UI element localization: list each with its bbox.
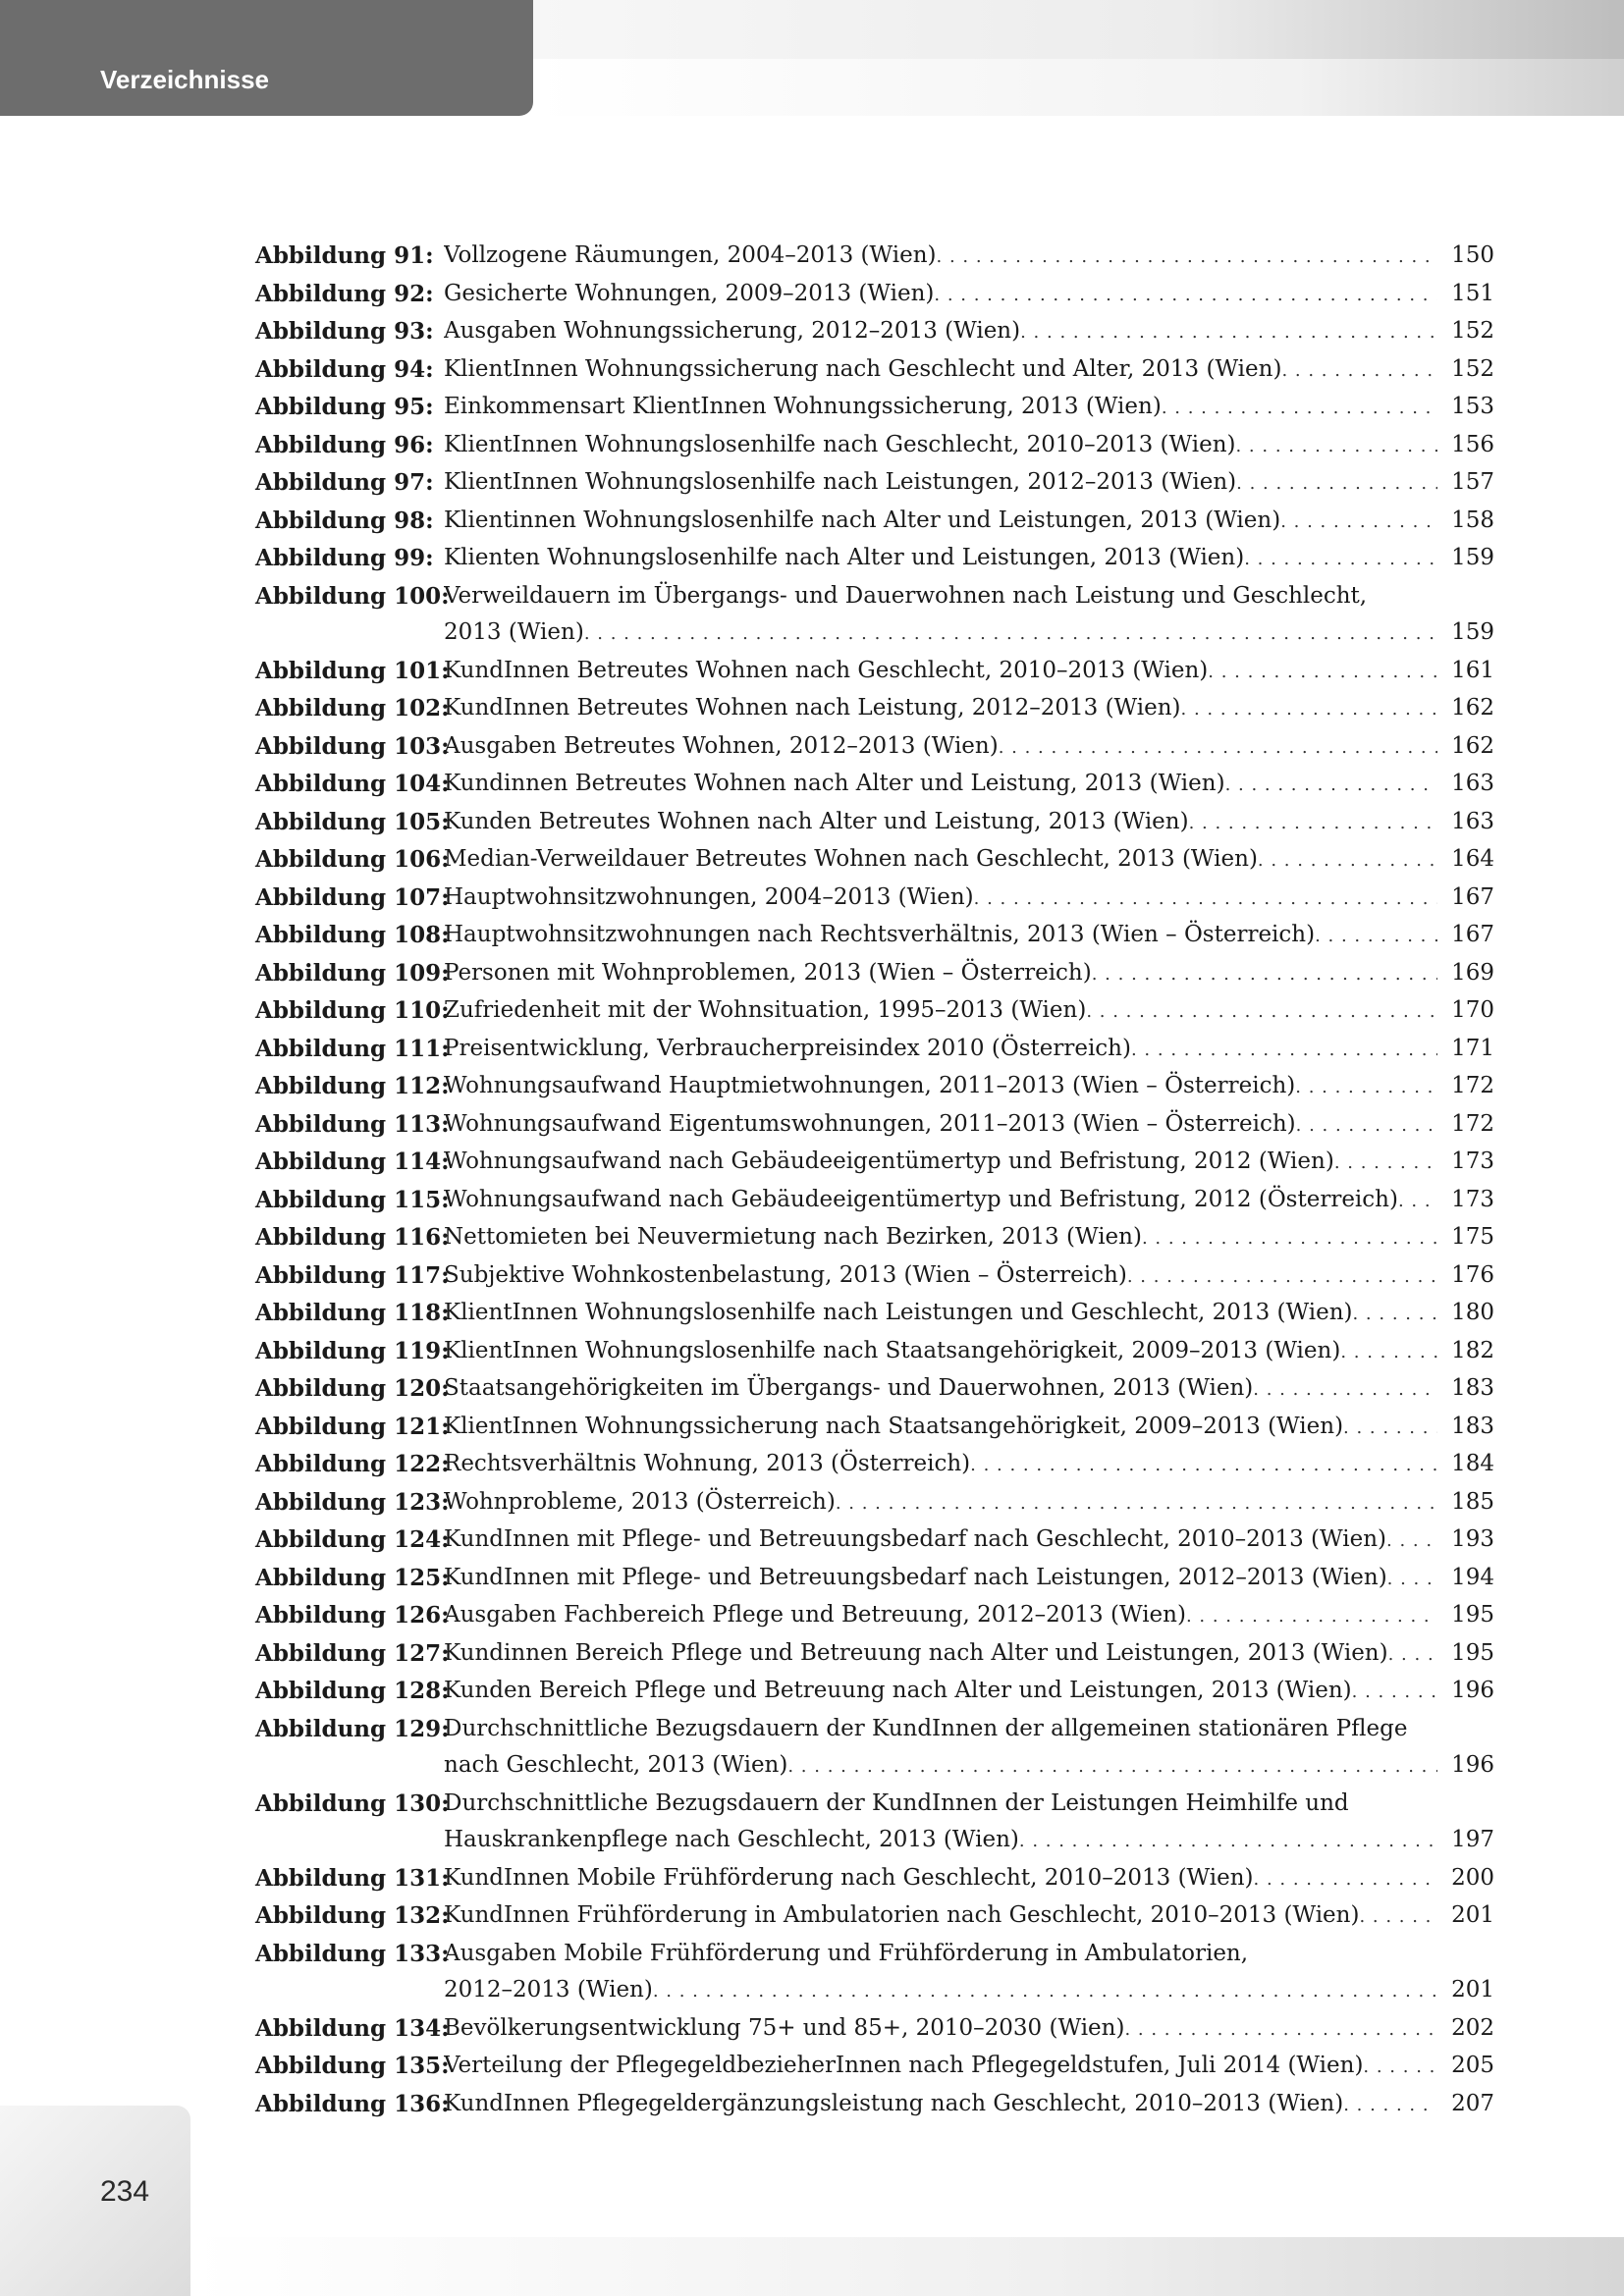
figure-number: Abbildung 113: [255, 1110, 450, 1138]
toc-entry[interactable] [255, 955, 1494, 993]
page-reference: 183 [1451, 1413, 1494, 1439]
toc-entry[interactable] [255, 728, 1494, 767]
figure-number: Abbildung 107: [255, 883, 450, 911]
dot-leader [1281, 352, 1437, 390]
page-reference: 157 [1451, 469, 1494, 495]
footer-gradient-strip [190, 2237, 1624, 2296]
dot-leader [1334, 1145, 1437, 1182]
page-reference: 152 [1451, 318, 1494, 344]
toc-entry[interactable] [255, 1295, 1494, 1333]
toc-entry[interactable] [255, 1673, 1494, 1711]
page-reference: 196 [1451, 1752, 1494, 1778]
toc-entry[interactable] [255, 1711, 1494, 1786]
figure-number: Abbildung 98: [255, 507, 434, 534]
figure-title: KundInnen mit Pflege- und Betreuungsbedarf nach Geschlecht, 2010–2013 (Wien) [444, 1526, 1386, 1552]
page-reference: 171 [1451, 1035, 1494, 1061]
page-reference: 202 [1451, 2014, 1494, 2041]
page-reference: 156 [1451, 431, 1494, 457]
dot-leader [1388, 1636, 1437, 1674]
dot-leader [1363, 2049, 1437, 2086]
figure-title: Rechtsverhältnis Wohnung, 2013 (Österreich) [444, 1451, 971, 1476]
toc-entry[interactable] [255, 1597, 1494, 1635]
figure-title: KundInnen Pflegegeldergänzungsleistung nach Geschlecht, 2010–2013 (Wien) [444, 2090, 1344, 2116]
page-reference: 194 [1451, 1564, 1494, 1590]
dot-leader [1092, 956, 1437, 993]
figure-number: Abbildung 126: [255, 1602, 450, 1629]
figure-number: Abbildung 114: [255, 1148, 450, 1175]
figure-title: Durchschnittliche Bezugsdauern der KundInnen der allgemeinen stationären Pflege [444, 1715, 1408, 1741]
figure-number: Abbildung 112: [255, 1073, 450, 1099]
figure-title: KundInnen Frühförderung in Ambulatorien nach Geschlecht, 2010–2013 (Wien) [444, 1902, 1360, 1928]
figure-title: Verweildauern im Übergangs- und Dauerwohnen nach Leistung und Geschlecht, [444, 582, 1368, 609]
page-reference: 200 [1451, 1864, 1494, 1891]
toc-entry[interactable] [255, 578, 1494, 653]
toc-entry[interactable] [255, 427, 1494, 465]
figure-number: Abbildung 101: [255, 657, 450, 684]
toc-entry[interactable] [255, 1522, 1494, 1560]
figure-number: Abbildung 117: [255, 1261, 450, 1289]
figure-title: Durchschnittliche Bezugsdauern der KundInnen der Leistungen Heimhilfe und [444, 1789, 1349, 1816]
section-header-tab [0, 0, 533, 116]
dot-leader [970, 1447, 1437, 1484]
dot-leader [934, 277, 1437, 314]
figure-title: Staatsangehörigkeiten im Übergangs- und Dauerwohnen, 2013 (Wien) [444, 1375, 1254, 1401]
page-reference: 173 [1451, 1148, 1494, 1174]
figure-title: Ausgaben Wohnungssicherung, 2012–2013 (Wien) [444, 318, 1021, 344]
figure-number: Abbildung 115: [255, 1186, 450, 1213]
figure-number: Abbildung 92: [255, 280, 434, 307]
figure-title: Klientinnen Wohnungslosenhilfe nach Alter und Leistungen, 2013 (Wien) [444, 507, 1281, 533]
figure-number: Abbildung 130: [255, 1789, 450, 1817]
dot-leader [1315, 918, 1437, 955]
dot-leader [1189, 805, 1437, 842]
dot-leader [937, 239, 1437, 276]
dot-leader [1186, 1598, 1437, 1635]
figure-title: Subjektive Wohnkostenbelastung, 2013 (Wien – Österreich) [444, 1261, 1127, 1288]
figure-number: Abbildung 102: [255, 695, 450, 721]
figure-title: Wohnungsaufwand nach Gebäudeeigentümertyp und Befristung, 2012 (Österreich) [444, 1186, 1398, 1212]
figure-number: Abbildung 131: [255, 1864, 450, 1892]
toc-entry[interactable] [255, 389, 1494, 427]
figure-title: Ausgaben Mobile Frühförderung und Frühförderung in Ambulatorien, [444, 1940, 1249, 1966]
page-reference: 164 [1451, 846, 1494, 872]
figure-title: Wohnungsaufwand Eigentumswohnungen, 2011–2013 (Wien – Österreich) [444, 1110, 1296, 1137]
figure-title: KlientInnen Wohnungslosenhilfe nach Leistungen, 2012–2013 (Wien) [444, 469, 1237, 495]
figure-number: Abbildung 118: [255, 1300, 450, 1326]
page-reference: 175 [1451, 1224, 1494, 1250]
figure-number: Abbildung 93: [255, 318, 434, 345]
dot-leader [1225, 767, 1437, 804]
figure-title: Wohnprobleme, 2013 (Österreich) [444, 1488, 836, 1515]
figure-title: Verteilung der PflegegeldbezieherInnen nach Pflegegeldstufen, Juli 2014 (Wien) [444, 2053, 1364, 2078]
figure-number: Abbildung 100: [255, 582, 450, 610]
dot-leader [584, 615, 1437, 653]
dot-leader [1343, 2087, 1437, 2124]
toc-entry[interactable] [255, 2010, 1494, 2049]
figure-title: Median-Verweildauer Betreutes Wohnen nach Geschlecht, 2013 (Wien) [444, 846, 1258, 872]
dot-leader [1296, 1107, 1437, 1145]
page-reference: 158 [1451, 507, 1494, 533]
page-reference: 167 [1451, 922, 1494, 947]
page-reference: 159 [1451, 545, 1494, 570]
page-reference: 176 [1451, 1261, 1494, 1288]
figure-number: Abbildung 91: [255, 242, 434, 269]
dot-leader [1359, 1898, 1437, 1936]
figure-title: KundInnen Betreutes Wohnen nach Geschlecht, 2010–2013 (Wien) [444, 657, 1209, 683]
dot-leader [1019, 1823, 1437, 1860]
figure-number: Abbildung 96: [255, 431, 434, 458]
figure-title: KlientInnen Wohnungslosenhilfe nach Staatsangehörigkeit, 2009–2013 (Wien) [444, 1337, 1341, 1363]
dot-leader [1086, 993, 1437, 1031]
dot-leader [787, 1748, 1437, 1786]
dot-leader [1352, 1296, 1437, 1333]
page-reference: 195 [1451, 1602, 1494, 1628]
figure-number: Abbildung 110: [255, 997, 450, 1024]
page-reference: 172 [1451, 1110, 1494, 1137]
figure-title: Zufriedenheit mit der Wohnsituation, 1995–2013 (Wien) [444, 997, 1087, 1023]
dot-leader [1254, 1861, 1437, 1898]
toc-entry[interactable] [255, 917, 1494, 955]
figure-title: Hauptwohnsitzwohnungen nach Rechtsverhältnis, 2013 (Wien – Österreich) [444, 922, 1316, 947]
page-reference: 167 [1451, 883, 1494, 910]
toc-entry[interactable] [255, 1106, 1494, 1145]
page-reference: 201 [1451, 1902, 1494, 1928]
header-gradient-strip [533, 0, 1624, 59]
toc-entry[interactable] [255, 1219, 1494, 1257]
dot-leader [1020, 314, 1437, 351]
figure-number: Abbildung 109: [255, 959, 450, 987]
page-reference: 163 [1451, 808, 1494, 834]
figure-title: Einkommensart KlientInnen Wohnungssicherung, 2013 (Wien) [444, 394, 1162, 419]
toc-entry[interactable] [255, 1786, 1494, 1860]
page-reference: 170 [1451, 997, 1494, 1023]
dot-leader [1343, 1410, 1437, 1447]
figure-title: Hauptwohnsitzwohnungen, 2004–2013 (Wien) [444, 883, 974, 910]
toc-entry[interactable] [255, 503, 1494, 541]
dot-leader [1124, 2011, 1437, 2049]
figure-number: Abbildung 123: [255, 1488, 450, 1516]
figure-title: Wohnungsaufwand Hauptmietwohnungen, 2011–2013 (Wien – Österreich) [444, 1073, 1296, 1098]
dot-leader [1258, 842, 1437, 880]
figure-title: Kunden Bereich Pflege und Betreuung nach Alter und Leistungen, 2013 (Wien) [444, 1678, 1352, 1703]
dot-leader [1280, 504, 1437, 541]
figure-title: Bevölkerungsentwicklung 75+ und 85+, 2010–2030 (Wien) [444, 2014, 1125, 2041]
page-reference: 183 [1451, 1375, 1494, 1401]
dot-leader [1253, 1371, 1437, 1409]
toc-entry[interactable] [255, 992, 1494, 1031]
toc-entry[interactable] [255, 1560, 1494, 1598]
figure-title: KundInnen Betreutes Wohnen nach Leistung, 2012–2013 (Wien) [444, 695, 1181, 721]
dot-leader [1352, 1674, 1437, 1711]
figure-number: Abbildung 97: [255, 469, 434, 496]
toc-entry[interactable] [255, 540, 1494, 578]
figure-number: Abbildung 99: [255, 545, 434, 571]
toc-entry[interactable] [255, 1897, 1494, 1936]
figure-number: Abbildung 105: [255, 808, 450, 835]
toc-entry[interactable] [255, 238, 1494, 276]
figure-number: Abbildung 134: [255, 2014, 450, 2042]
dot-leader [1295, 1069, 1437, 1106]
toc-entry[interactable] [255, 1333, 1494, 1371]
dot-leader [1235, 428, 1437, 465]
figure-number: Abbildung 129: [255, 1715, 450, 1742]
page-reference: 196 [1451, 1678, 1494, 1703]
figure-number: Abbildung 128: [255, 1678, 450, 1704]
toc-entry[interactable] [255, 1484, 1494, 1522]
figure-title: 2012–2013 (Wien) [444, 1977, 653, 2002]
figure-number: Abbildung 111: [255, 1035, 450, 1062]
dot-leader [999, 729, 1437, 767]
dot-leader [1386, 1522, 1437, 1560]
figure-title: Gesicherte Wohnungen, 2009–2013 (Wien) [444, 280, 935, 306]
page-reference: 180 [1451, 1300, 1494, 1325]
figure-title: KlientInnen Wohnungssicherung nach Staatsangehörigkeit, 2009–2013 (Wien) [444, 1413, 1344, 1439]
figure-number: Abbildung 116: [255, 1224, 450, 1251]
page-reference: 182 [1451, 1337, 1494, 1363]
figure-title: Ausgaben Fachbereich Pflege und Betreuung, 2012–2013 (Wien) [444, 1602, 1186, 1628]
dot-leader [1340, 1334, 1437, 1371]
toc-entry[interactable] [255, 1257, 1494, 1296]
toc-entry[interactable] [255, 804, 1494, 842]
page-reference: 197 [1451, 1827, 1494, 1852]
figure-title: Kundinnen Betreutes Wohnen nach Alter und Leistung, 2013 (Wien) [444, 771, 1225, 796]
figure-number: Abbildung 127: [255, 1639, 450, 1667]
toc-entry[interactable] [255, 1409, 1494, 1447]
dot-leader [974, 881, 1437, 918]
figure-number: Abbildung 122: [255, 1451, 450, 1477]
page-reference: 159 [1451, 619, 1494, 645]
page-reference: 173 [1451, 1186, 1494, 1212]
dot-leader [1127, 1258, 1437, 1296]
page-reference: 150 [1451, 242, 1494, 268]
dot-leader [1244, 541, 1437, 578]
figure-number: Abbildung 124: [255, 1526, 450, 1553]
page-reference: 152 [1451, 355, 1494, 382]
section-title: Verzeichnisse [100, 65, 269, 94]
figure-list [255, 238, 1494, 2123]
toc-entry[interactable] [255, 1068, 1494, 1106]
toc-entry[interactable] [255, 1182, 1494, 1220]
page-reference: 205 [1451, 2053, 1494, 2078]
page-number-box [0, 2106, 190, 2296]
page-reference: 169 [1451, 959, 1494, 986]
figure-number: Abbildung 119: [255, 1337, 450, 1364]
figure-title: 2013 (Wien) [444, 619, 584, 645]
page-reference: 153 [1451, 394, 1494, 419]
page-reference: 161 [1451, 657, 1494, 683]
figure-title: Kunden Betreutes Wohnen nach Alter und Leistung, 2013 (Wien) [444, 808, 1189, 834]
page-reference: 172 [1451, 1073, 1494, 1098]
toc-entry[interactable] [255, 2086, 1494, 2124]
page-reference: 201 [1451, 1977, 1494, 2002]
figure-title: Nettomieten bei Neuvermietung nach Bezirken, 2013 (Wien) [444, 1224, 1142, 1250]
figure-number: Abbildung 103: [255, 732, 450, 760]
toc-entry[interactable] [255, 2048, 1494, 2086]
toc-entry[interactable] [255, 1031, 1494, 1069]
toc-entry[interactable] [255, 841, 1494, 880]
header-gradient-strip-lower [533, 59, 1624, 116]
dot-leader [653, 1973, 1437, 2010]
dot-leader [836, 1485, 1437, 1522]
figure-title: nach Geschlecht, 2013 (Wien) [444, 1752, 788, 1778]
page-reference: 193 [1451, 1526, 1494, 1552]
dot-leader [1398, 1183, 1437, 1220]
dot-leader [1162, 390, 1437, 427]
figure-title: Klienten Wohnungslosenhilfe nach Alter und Leistungen, 2013 (Wien) [444, 545, 1245, 570]
figure-number: Abbildung 136: [255, 2090, 450, 2117]
figure-number: Abbildung 125: [255, 1564, 450, 1591]
toc-entry[interactable] [255, 276, 1494, 314]
figure-number: Abbildung 108: [255, 922, 450, 948]
toc-entry[interactable] [255, 1370, 1494, 1409]
toc-entry[interactable] [255, 766, 1494, 804]
page-reference: 151 [1451, 280, 1494, 306]
figure-title: Wohnungsaufwand nach Gebäudeeigentümertyp und Befristung, 2012 (Wien) [444, 1148, 1334, 1174]
figure-title: Hauskrankenpflege nach Geschlecht, 2013 (Wien) [444, 1827, 1019, 1852]
figure-title: Kundinnen Bereich Pflege und Betreuung nach Alter und Leistungen, 2013 (Wien) [444, 1639, 1388, 1666]
figure-title: Ausgaben Betreutes Wohnen, 2012–2013 (Wien) [444, 732, 999, 759]
page-reference: 207 [1451, 2090, 1494, 2116]
figure-number: Abbildung 120: [255, 1375, 450, 1402]
dot-leader [1208, 654, 1437, 691]
dot-leader [1387, 1561, 1437, 1598]
figure-title: Personen mit Wohnproblemen, 2013 (Wien – Österreich) [444, 959, 1092, 986]
dot-leader [1181, 691, 1437, 728]
page-reference: 162 [1451, 695, 1494, 721]
toc-entry[interactable] [255, 464, 1494, 503]
page-reference: 185 [1451, 1488, 1494, 1515]
figure-number: Abbildung 104: [255, 771, 450, 797]
figure-number: Abbildung 106: [255, 846, 450, 873]
figure-title: Vollzogene Räumungen, 2004–2013 (Wien) [444, 242, 937, 268]
figure-title: Preisentwicklung, Verbraucherpreisindex 2010 (Österreich) [444, 1035, 1131, 1061]
figure-number: Abbildung 133: [255, 1940, 450, 1967]
toc-entry[interactable] [255, 1860, 1494, 1898]
figure-title: KundInnen Mobile Frühförderung nach Geschlecht, 2010–2013 (Wien) [444, 1864, 1254, 1891]
toc-entry[interactable] [255, 313, 1494, 351]
figure-title: KundInnen mit Pflege- und Betreuungsbedarf nach Leistungen, 2012–2013 (Wien) [444, 1564, 1387, 1590]
toc-entry[interactable] [255, 1446, 1494, 1484]
figure-number: Abbildung 94: [255, 355, 434, 383]
page-number: 234 [100, 2175, 150, 2208]
page-reference: 163 [1451, 771, 1494, 796]
figure-number: Abbildung 121: [255, 1413, 450, 1440]
figure-number: Abbildung 132: [255, 1902, 450, 1929]
dot-leader [1236, 465, 1437, 503]
page-reference: 195 [1451, 1639, 1494, 1666]
toc-entry[interactable] [255, 653, 1494, 691]
figure-number: Abbildung 95: [255, 394, 434, 420]
figure-title: KlientInnen Wohnungslosenhilfe nach Geschlecht, 2010–2013 (Wien) [444, 431, 1236, 457]
toc-entry[interactable] [255, 351, 1494, 390]
page-reference: 184 [1451, 1451, 1494, 1476]
toc-entry[interactable] [255, 1936, 1494, 2010]
figure-number: Abbildung 135: [255, 2053, 450, 2079]
figure-title: KlientInnen Wohnungssicherung nach Geschlecht und Alter, 2013 (Wien) [444, 355, 1282, 382]
figure-title: KlientInnen Wohnungslosenhilfe nach Leistungen und Geschlecht, 2013 (Wien) [444, 1300, 1353, 1325]
page-reference: 162 [1451, 732, 1494, 759]
toc-entry[interactable] [255, 880, 1494, 918]
dot-leader [1131, 1032, 1437, 1069]
toc-entry[interactable] [255, 1144, 1494, 1182]
toc-entry[interactable] [255, 690, 1494, 728]
dot-leader [1142, 1220, 1437, 1257]
toc-entry[interactable] [255, 1635, 1494, 1674]
